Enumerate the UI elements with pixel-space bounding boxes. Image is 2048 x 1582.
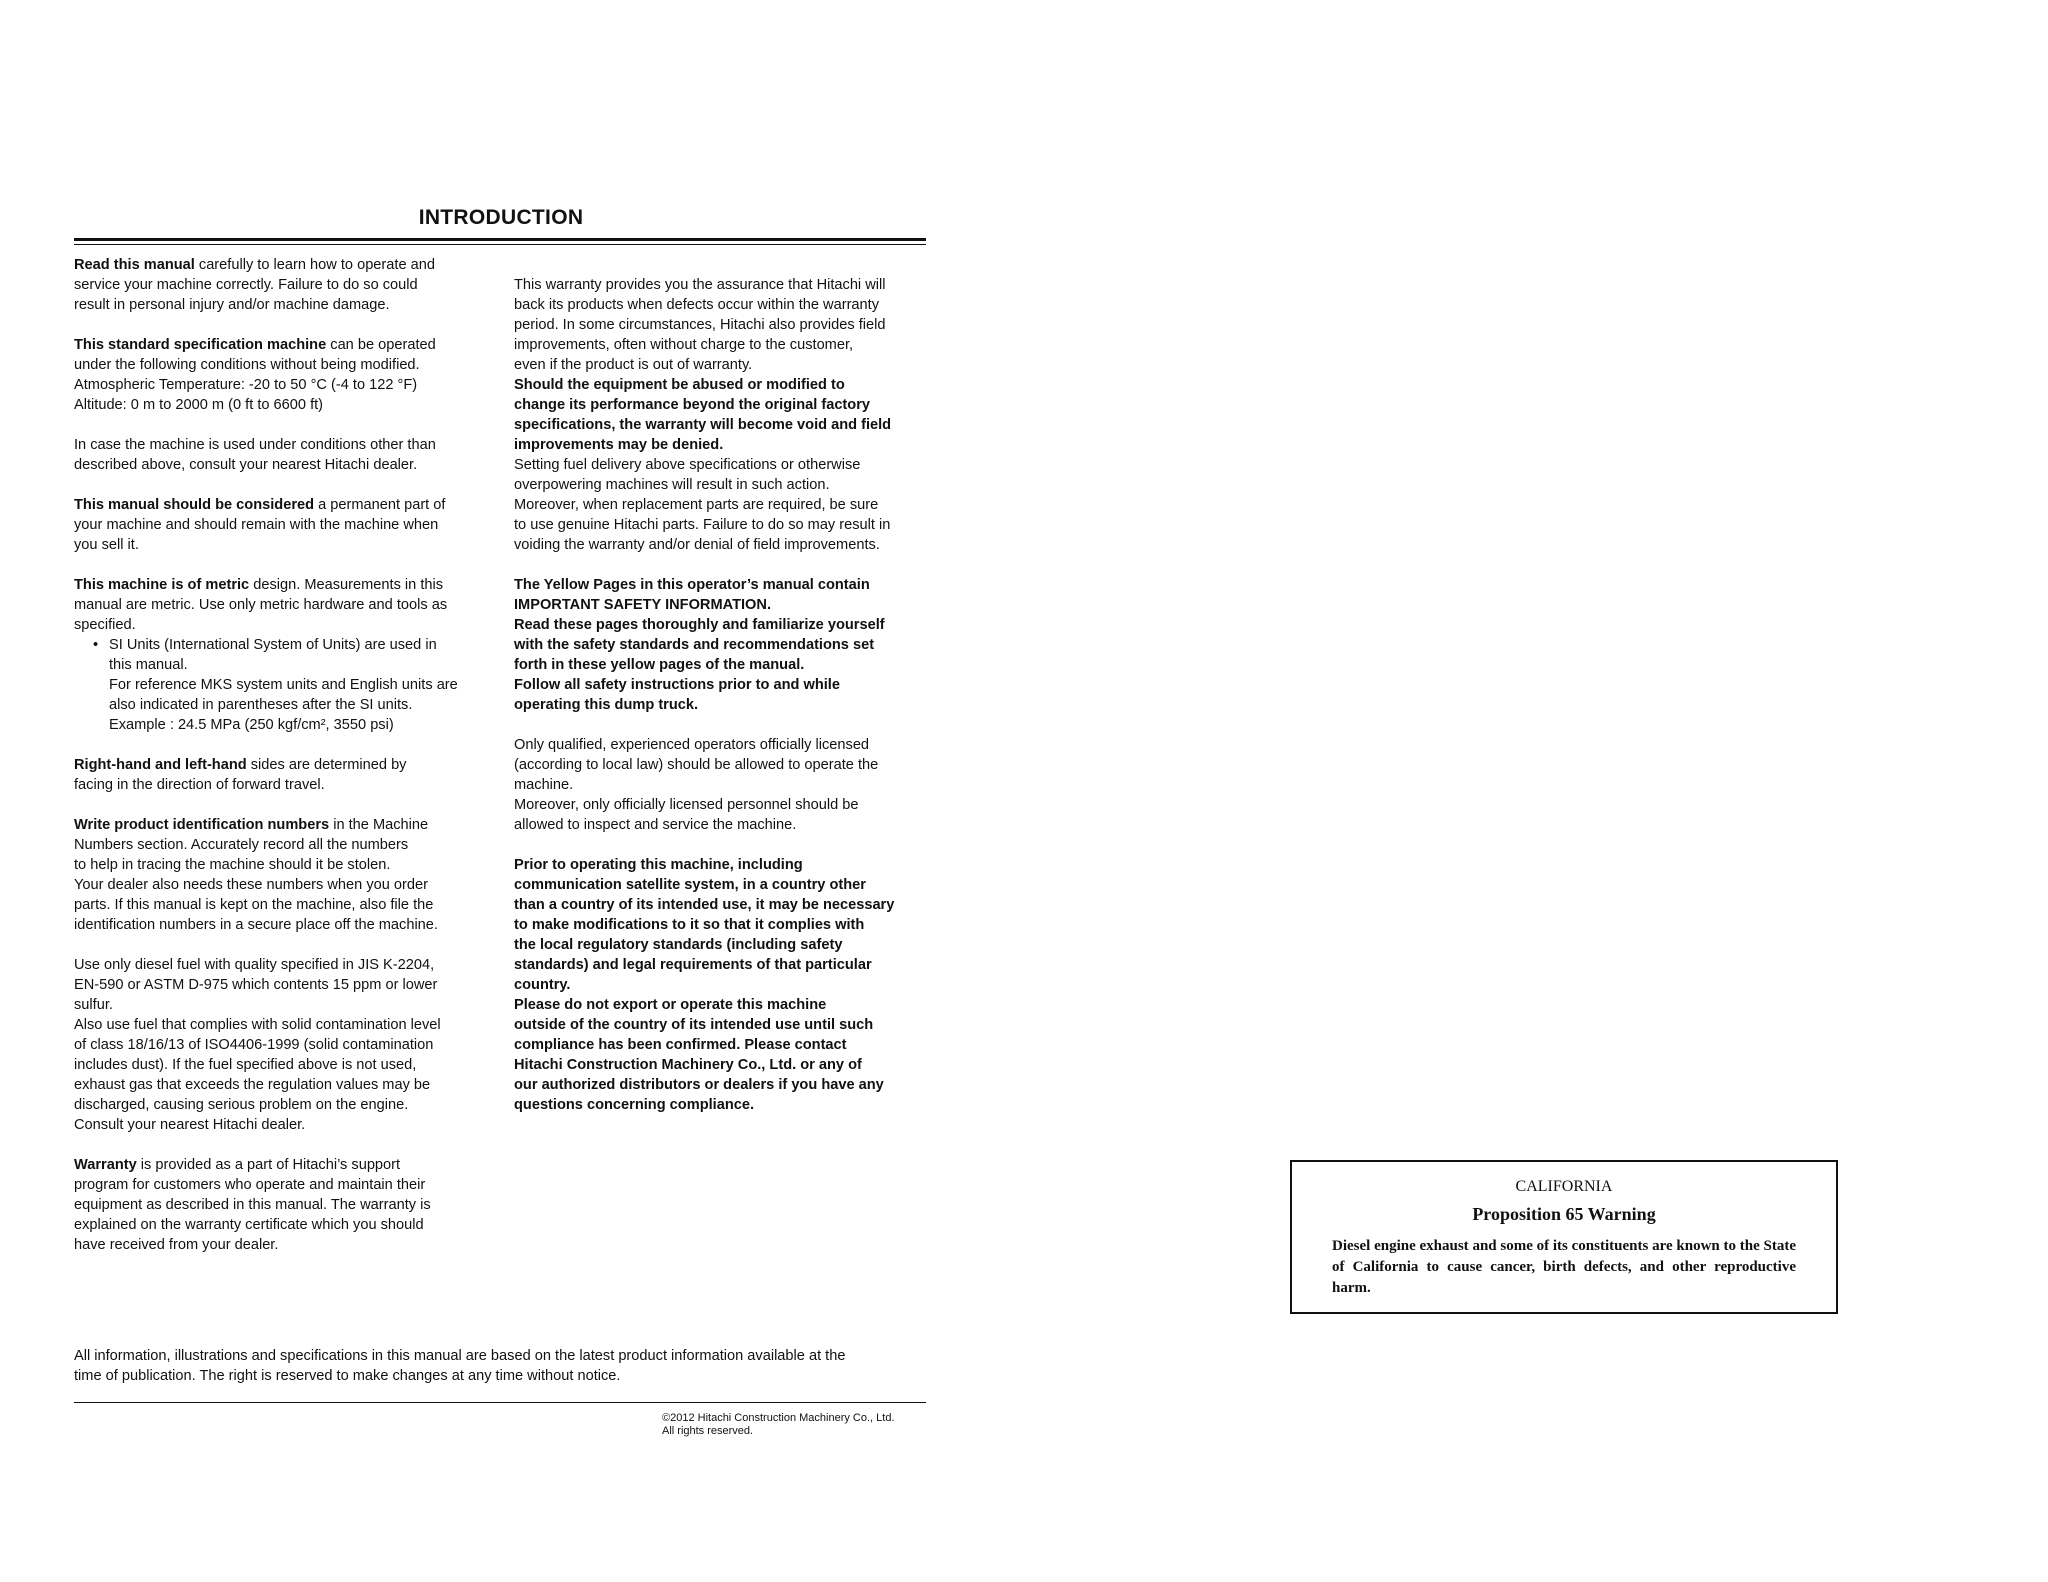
text-line: program for customers who operate and maintain their (74, 1177, 426, 1193)
bold-text-line: Should the equipment be abused or modified to (514, 377, 845, 393)
text-line: ©2012 Hitachi Construction Machinery Co., Ltd. (662, 1412, 895, 1424)
text-line: back its products when defects occur within the warranty (514, 297, 880, 313)
text-line: This warranty provides you the assurance that Hitachi will (514, 277, 886, 293)
text-line: facing in the direction of forward travel. (74, 777, 325, 793)
metric-paragraph (74, 575, 484, 735)
text-line: to use genuine Hitachi parts. Failure to do so may result in (514, 517, 891, 533)
right-column (514, 275, 928, 1135)
altitude-line: Altitude: 0 m to 2000 m (0 ft to 6600 ft) (74, 397, 324, 413)
text-line: In case the machine is used under conditions other than (74, 437, 436, 453)
text-line: to help in tracing the machine should it be stolen. (74, 857, 391, 873)
page-title: INTRODUCTION (418, 206, 584, 229)
hand-sides-lead: Right-hand and left-hand (74, 757, 247, 773)
bullet-icon: • (93, 637, 99, 653)
bold-text-line: Prior to operating this machine, including (514, 857, 803, 873)
bold-text-line: compliance has been confirmed. Please contact (514, 1037, 847, 1053)
text-line: result in personal injury and/or machine damage. (74, 297, 390, 313)
text-line: exhaust gas that exceeds the regulation values may be (74, 1077, 431, 1093)
metric-lead: This machine is of metric (74, 577, 250, 593)
text-line: your machine and should remain with the machine when (74, 517, 439, 533)
bold-text-line: Read these pages thoroughly and familiarize yourself (514, 617, 885, 633)
text-line: allowed to inspect and service the machine. (514, 817, 797, 833)
text-line: explained on the warranty certificate which you should (74, 1217, 424, 1233)
text-line: is provided as a part of Hitachi’s support (136, 1157, 401, 1173)
text-line: also indicated in parentheses after the SI units. (109, 697, 413, 713)
bold-text-line: The Yellow Pages in this operator’s manual contain (514, 577, 870, 593)
bold-text-line: questions concerning compliance. (514, 1097, 755, 1113)
text-line: Setting fuel delivery above specifications or otherwise (514, 457, 861, 473)
text-line: All information, illustrations and specifications in this manual are based on the latest product information available at the (74, 1348, 846, 1364)
text-line: voiding the warranty and/or denial of field improvements. (514, 537, 880, 553)
text-line: can be operated (326, 337, 436, 353)
text-line: Consult your nearest Hitachi dealer. (74, 1117, 306, 1133)
bold-text-line: outside of the country of its intended use until such (514, 1017, 874, 1033)
footer-disclaimer (74, 1346, 934, 1386)
bold-text-line: Please do not export or operate this machine (514, 997, 827, 1013)
text-line: manual are metric. Use only metric hardware and tools as (74, 597, 448, 613)
hand-sides-paragraph (74, 755, 484, 795)
text-line: Numbers section. Accurately record all the numbers (74, 837, 409, 853)
text-line: under the following conditions without being modified. (74, 357, 420, 373)
permanent-part-paragraph (74, 495, 484, 555)
text-line: EN-590 or ASTM D-975 which contents 15 ppm or lower (74, 977, 438, 993)
text-line: described above, consult your nearest Hitachi dealer. (74, 457, 418, 473)
bold-text-line: country. (514, 977, 571, 993)
bold-text-line: specifications, the warranty will become void and field (514, 417, 892, 433)
title-rule-thick (74, 238, 926, 241)
text-line: All rights reserved. (662, 1425, 754, 1437)
bold-text-line: than a country of its intended use, it may be necessary (514, 897, 895, 913)
bold-text-line: improvements may be denied. (514, 437, 724, 453)
text-line: improvements, often without charge to the customer, (514, 337, 854, 353)
bold-text-line: operating this dump truck. (514, 697, 699, 713)
title-rule-thin (74, 244, 926, 245)
warranty-assurance-paragraph (514, 275, 928, 555)
permanent-part-lead: This manual should be considered (74, 497, 315, 513)
text-line: carefully to learn how to operate and (194, 257, 435, 273)
other-conditions-paragraph (74, 435, 484, 475)
bold-text-line: standards) and legal requirements of that particular (514, 957, 872, 973)
bold-text-line: communication satellite system, in a country other (514, 877, 866, 893)
bold-text-line: forth in these yellow pages of the manual. (514, 657, 805, 673)
text-line: a permanent part of (314, 497, 446, 513)
text-line: Use only diesel fuel with quality specified in JIS K-2204, (74, 957, 435, 973)
left-column (74, 255, 484, 1275)
text-line: Moreover, when replacement parts are required, be sure (514, 497, 879, 513)
bold-text-line: change its performance beyond the original factory (514, 397, 871, 413)
text-line: includes dust). If the fuel specified above is not used, (74, 1057, 417, 1073)
bold-text-line: Hitachi Construction Machinery Co., Ltd. or any of (514, 1057, 862, 1073)
product-id-lead: Write product identification numbers (74, 817, 330, 833)
bold-text-line: to make modifications to it so that it complies with (514, 917, 865, 933)
prop65-warning-box (1290, 1160, 1838, 1314)
read-manual-lead: Read this manual (74, 257, 195, 273)
text-line: service your machine correctly. Failure to do so could (74, 277, 418, 293)
text-line: machine. (514, 777, 574, 793)
example-line: Example : 24.5 MPa (250 kgf/cm², 3550 psi) (109, 717, 394, 733)
text-line: identification numbers in a secure place off the machine. (74, 917, 438, 933)
yellow-pages-paragraph (514, 575, 928, 715)
text-line: discharged, causing serious problem on the engine. (74, 1097, 409, 1113)
text-line: specified. (74, 617, 136, 633)
si-units-bullet (74, 635, 484, 655)
text-line: this manual. (109, 657, 188, 673)
prop65-subheading: Proposition 65 Warning (1472, 1204, 1656, 1224)
prop65-body: Diesel engine exhaust and some of its constituents are known to the State of California to cause cancer, birth defects, and other reproductive harm. (1332, 1238, 1796, 1296)
text-line: design. Measurements in this (249, 577, 444, 593)
text-line: sides are determined by (246, 757, 407, 773)
temperature-line: Atmospheric Temperature: -20 to 50 °C (-4 to 122 °F) (74, 377, 418, 393)
bold-text-line: our authorized distributors or dealers if you have any (514, 1077, 884, 1093)
copyright-notice (662, 1412, 926, 1438)
text-line: in the Machine (329, 817, 429, 833)
footer-rule (74, 1402, 926, 1403)
text-line: of class 18/16/13 of ISO4406-1999 (solid contamination (74, 1037, 434, 1053)
qualified-operators-paragraph (514, 735, 928, 835)
prop65-heading: CALIFORNIA (1515, 1178, 1613, 1195)
bold-text-line: the local regulatory standards (including safety (514, 937, 843, 953)
standard-spec-lead: This standard specification machine (74, 337, 327, 353)
bold-text-line: Follow all safety instructions prior to and while (514, 677, 840, 693)
warranty-lead: Warranty (74, 1157, 137, 1173)
text-line: For reference MKS system units and English units are (109, 677, 458, 693)
product-id-paragraph (74, 815, 484, 935)
fuel-paragraph (74, 955, 484, 1135)
text-line: sulfur. (74, 997, 113, 1013)
text-line: Moreover, only officially licensed personnel should be (514, 797, 859, 813)
text-line: time of publication. The right is reserved to make changes at any time without notice. (74, 1368, 621, 1384)
text-line: Your dealer also needs these numbers when you order (74, 877, 428, 893)
read-manual-paragraph (74, 255, 484, 315)
text-line: overpowering machines will result in such action. (514, 477, 830, 493)
text-line: (according to local law) should be allowed to operate the (514, 757, 879, 773)
warranty-paragraph (74, 1155, 484, 1255)
text-line: equipment as described in this manual. The warranty is (74, 1197, 431, 1213)
text-line: parts. If this manual is kept on the machine, also file the (74, 897, 434, 913)
bold-text-line: IMPORTANT SAFETY INFORMATION. (514, 597, 772, 613)
text-line: have received from your dealer. (74, 1237, 279, 1253)
text-line: you sell it. (74, 537, 139, 553)
text-line: even if the product is out of warranty. (514, 357, 753, 373)
text-line: Only qualified, experienced operators officially licensed (514, 737, 870, 753)
text-line: period. In some circumstances, Hitachi also provides field (514, 317, 886, 333)
export-compliance-paragraph (514, 855, 928, 1115)
bold-text-line: with the safety standards and recommendations set (514, 637, 875, 653)
standard-spec-paragraph (74, 335, 484, 415)
text-line: SI Units (International System of Units) are used in (109, 637, 437, 653)
text-line: Also use fuel that complies with solid contamination level (74, 1017, 441, 1033)
